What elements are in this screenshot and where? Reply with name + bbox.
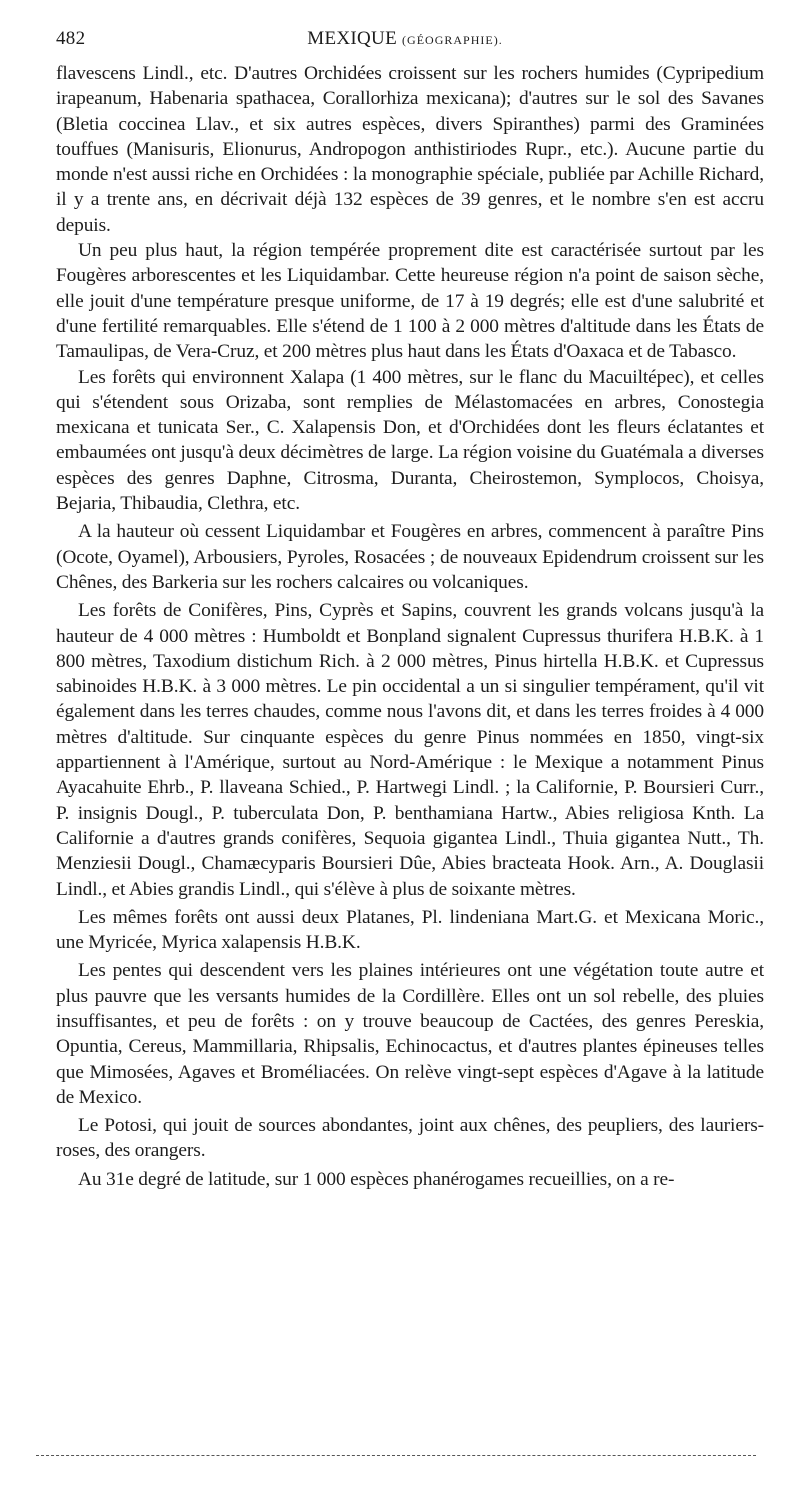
running-title-sub: (GÉOGRAPHIE). [402,33,503,47]
paragraph: flavescens Lindl., etc. D'autres Orchidées croissent sur les rochers humides (Cypripedium irapeanum, Habenaria spathacea, Corallorhiza mexicana); d'autres sur le sol des Savanes (Bletia coccinea Llav., et six autres espèces, divers Spiranthes) parmi des Graminées touffues (Manisuris, Elionurus, Andropogon anthistiriodes Rupr., etc.). Aucune partie du monde n'est aussi riche en Orchidées : la monographie spéciale, publiée par Achille Richard, il y a trente ans, en décrivait déjà 132 espèces de 39 genres, et le nombre s'en est accru depuis. [56,63,764,236]
paragraph: Les forêts qui environnent Xalapa (1 400 mètres, sur le flanc du Macuiltépec), et celles qui s'étendent sous Orizaba, sont remplies de Mélastomacées en arbres, Conostegia mexicana et tunicata Ser., C. Xalapensis Don, et d'Orchidées dont les fleurs éclatantes et embaumées ont jusqu'à deux décimètres de large. La région voisine du Guatémala a diverses espèces des genres Daphne, Citrosma, Duranta, Cheirostemon, Symplocos, Choisya, Bejaria, Thibaudia, Clethra, etc. [56,366,764,515]
paragraph: A la hauteur où cessent Liquidambar et Fougères en arbres, commencent à paraître Pins (Ocote, Oyamel), Arbousiers, Pyroles, Rosacées ; de nouveaux Epidendrum croissent sur les Chênes, des Barkeria sur les rochers calcaires ou volcaniques. [56,521,764,593]
paragraph: Le Potosi, qui jouit de sources abondantes, joint aux chênes, des peupliers, des lauriers-roses, des orangers. [56,1115,764,1162]
running-title [56,28,754,50]
page-header [56,26,754,56]
paragraph: Un peu plus haut, la région tempérée proprement dite est caractérisée surtout par les Fougères arborescentes et les Liquidambar. Cette heureuse région n'a point de saison sèche, elle jouit d'une température presque uniforme, de 17 à 19 degrés; elle est d'une salubrité et d'une fertilité remarquables. Elle s'étend de 1 100 à 2 000 mètres d'altitude dans les États de Tamaulipas, de Vera-Cruz, et 200 mètres plus haut dans les États d'Oaxaca et de Tabasco. [56,240,764,363]
footer-rule [36,1455,756,1456]
running-title-main: MEXIQUE [307,28,397,49]
page-number: 482 [56,28,86,49]
body-text [56,61,764,1192]
paragraph: Au 31e degré de latitude, sur 1 000 espèces phanérogames recueillies, on a re- [78,1168,675,1190]
paragraph: Les pentes qui descendent vers les plaines intérieures ont une végétation toute autre et plus pauvre que les versants humides de la Cordillère. Elles ont un sol rebelle, des pluies insuffisantes, et peu de forêts : on y trouve beaucoup de Cactées, des genres Pereskia, Opuntia, Cereus, Mammillaria, Rhipsalis, Echinocactus, et d'autres plantes épineuses telles que Mimosées, Agaves et Broméliacées. On relève vingt-sept espèces d'Agave à la latitude de Mexico. [56,960,764,1108]
paragraph: Les forêts de Conifères, Pins, Cyprès et Sapins, couvrent les grands volcans jusqu'à la hauteur de 4 000 mètres : Humboldt et Bonpland signalent Cupressus thurifera H.B.K. à 1 800 mètres, Taxodium distichum Rich. à 2 000 mètres, Pinus hirtella H.B.K. et Cupressus sabinoides H.B.K. à 3 000 mètres. Le pin occidental a un si singulier tempérament, qu'il vit également dans les terres chaudes, comme nous l'avons dit, et dans les terres froides à 4 000 mètres d'altitude. Sur cinquante espèces du genre Pinus nommées en 1850, vingt-six appartiennent à l'Amérique, surtout au Nord-Amérique : le Mexique a notamment Pinus Ayacahuite Ehrb., P. llaveana Schied., P. Hartwegi Lindl. ; la Californie, P. Boursieri Curr., P. insignis Dougl., P. tuberculata Don, P. benthamiana Hartw., Abies religiosa Knth. La Californie a d'autres grands conifères, Sequoia gigantea Lindl., Thuia gigantea Nutt., Th. Menziesii Dougl., Chamæcyparis Boursieri Dûe, Abies bracteata Hook. Arn., A. Douglasii Lindl., et Abies grandis Lindl., qui s'élève à plus de soixante mètres. [56,600,764,900]
paragraph: Les mêmes forêts ont aussi deux Platanes, Pl. lindeniana Mart.G. et Mexicana Moric., une Myricée, Myrica xalapensis H.B.K. [56,906,764,954]
